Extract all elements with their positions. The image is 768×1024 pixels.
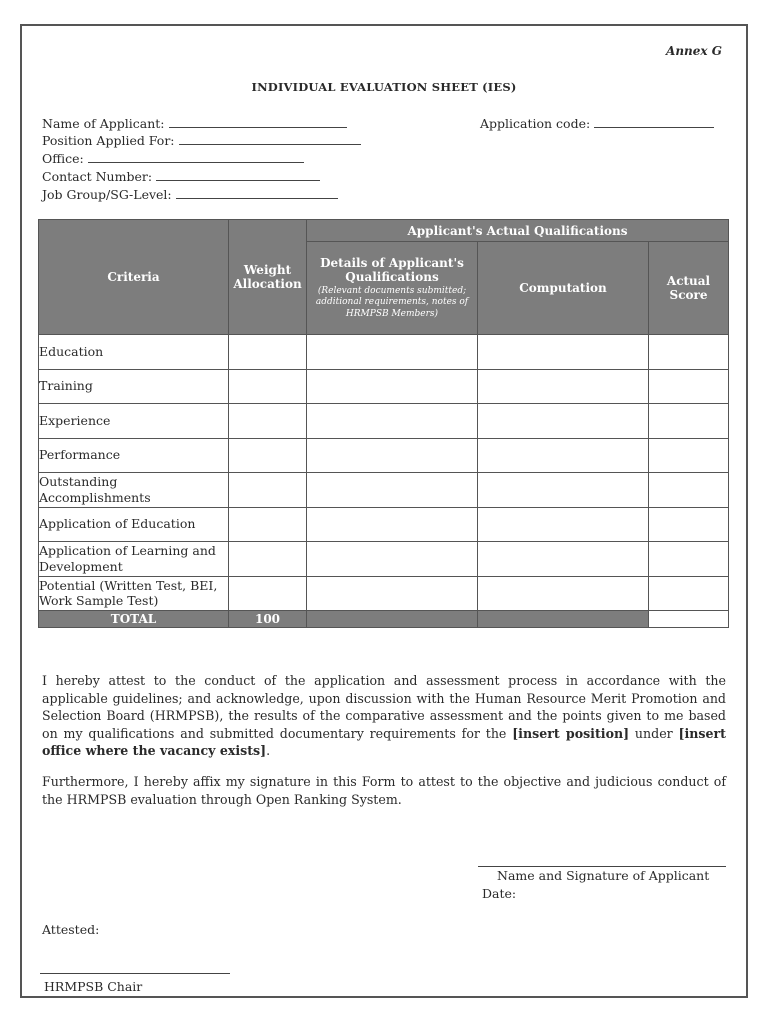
criteria-cell: Performance	[39, 438, 229, 473]
details-cell[interactable]	[307, 542, 478, 577]
criteria-cell: Application of Education	[39, 507, 229, 542]
col-details-note: (Relevant documents submitted; additional requirements, notes of HRMPSB Members)	[315, 286, 469, 319]
score-cell[interactable]	[649, 404, 729, 439]
table-row	[39, 542, 729, 577]
position-label: Position Applied For:	[42, 133, 175, 148]
total-weight: 100	[229, 611, 307, 628]
score-cell[interactable]	[649, 335, 729, 370]
computation-cell[interactable]	[478, 369, 649, 404]
score-cell[interactable]	[649, 576, 729, 611]
criteria-cell: Experience	[39, 404, 229, 439]
details-cell[interactable]	[307, 369, 478, 404]
weight-cell[interactable]	[229, 473, 307, 508]
table-row	[39, 438, 729, 473]
computation-cell[interactable]	[478, 473, 649, 508]
computation-cell[interactable]	[478, 335, 649, 370]
col-score-header: Actual Score	[649, 242, 729, 335]
attestation-paragraph	[42, 672, 726, 760]
details-cell[interactable]	[307, 404, 478, 439]
criteria-cell: Outstanding Accomplishments	[39, 473, 229, 508]
weight-cell[interactable]	[229, 576, 307, 611]
score-cell[interactable]	[649, 542, 729, 577]
qualifications-group-header: Applicant's Actual Qualifications	[307, 220, 729, 242]
annex-label: Annex G	[666, 44, 722, 58]
weight-cell[interactable]	[229, 438, 307, 473]
evaluation-table	[38, 219, 729, 628]
table-row	[39, 473, 729, 508]
col-computation-header: Computation	[478, 242, 649, 335]
chair-signature-line	[40, 973, 230, 974]
position-field[interactable]	[42, 133, 361, 148]
application-code-label: Application code:	[480, 116, 591, 131]
attestation-text: I hereby attest to the conduct of the application and assessment process in accordance with the applicable guidelines; and acknowledge, upon discussion with the Human Resource Merit Promotion and Selection Board (HRMPSB), the results of the comparative assessment and the points given to me based on my qualifications and submitted documentary requirements for the	[42, 673, 726, 741]
score-cell[interactable]	[649, 507, 729, 542]
date-label: Date:	[482, 886, 517, 901]
details-cell[interactable]	[307, 576, 478, 611]
job-group-field[interactable]	[42, 187, 338, 202]
contact-line	[156, 170, 320, 181]
col-details-title: Details of Applicant's Qualifications	[320, 256, 464, 285]
criteria-cell: Education	[39, 335, 229, 370]
applicant-signature-line	[478, 866, 726, 867]
total-details-cell	[307, 611, 478, 628]
insert-office-placeholder: [insert office where the vacancy exists]	[42, 725, 726, 758]
job-group-label: Job Group/SG-Level:	[42, 187, 172, 202]
document-title: INDIVIDUAL EVALUATION SHEET (IES)	[251, 80, 517, 94]
furthermore-paragraph: Furthermore, I hereby affix my signature in this Form to attest to the objective and judicious conduct of the HRMPSB evaluation through Open Ranking System.	[42, 774, 726, 807]
total-row	[39, 611, 729, 628]
office-label: Office:	[42, 151, 84, 166]
weight-cell[interactable]	[229, 542, 307, 577]
office-field[interactable]	[42, 151, 304, 166]
applicant-name-label: Name of Applicant:	[42, 116, 165, 131]
criteria-cell: Potential (Written Test, BEI, Work Sample Test)	[39, 576, 229, 611]
criteria-cell: Training	[39, 369, 229, 404]
contact-field[interactable]	[42, 169, 320, 184]
computation-cell[interactable]	[478, 576, 649, 611]
details-cell[interactable]	[307, 507, 478, 542]
weight-cell[interactable]	[229, 369, 307, 404]
table-row	[39, 369, 729, 404]
total-computation-cell	[478, 611, 649, 628]
score-cell[interactable]	[649, 369, 729, 404]
details-cell[interactable]	[307, 473, 478, 508]
office-line	[88, 152, 304, 163]
criteria-cell: Application of Learning and Development	[39, 542, 229, 577]
applicant-signature-label: Name and Signature of Applicant	[497, 868, 710, 883]
table-row	[39, 576, 729, 611]
computation-cell[interactable]	[478, 438, 649, 473]
score-cell[interactable]	[649, 438, 729, 473]
table-row	[39, 335, 729, 370]
computation-cell[interactable]	[478, 542, 649, 577]
score-cell[interactable]	[649, 473, 729, 508]
table-row	[39, 404, 729, 439]
col-details-header	[307, 242, 478, 335]
contact-label: Contact Number:	[42, 169, 153, 184]
details-cell[interactable]	[307, 335, 478, 370]
weight-cell[interactable]	[229, 335, 307, 370]
attestation-period: .	[266, 743, 271, 758]
attested-label: Attested:	[42, 922, 100, 937]
weight-cell[interactable]	[229, 404, 307, 439]
col-weight-header: Weight Allocation	[229, 220, 307, 335]
table-row	[39, 507, 729, 542]
col-criteria-header: Criteria	[39, 220, 229, 335]
application-code-line	[594, 117, 714, 128]
insert-position-placeholder: [insert position]	[512, 725, 630, 741]
total-label: TOTAL	[39, 611, 229, 628]
application-code-field[interactable]	[480, 116, 714, 131]
details-cell[interactable]	[307, 438, 478, 473]
attestation-text-under: under	[629, 725, 679, 741]
job-group-line	[176, 188, 338, 199]
applicant-name-line	[169, 117, 347, 128]
position-line	[179, 134, 361, 145]
weight-cell[interactable]	[229, 507, 307, 542]
computation-cell[interactable]	[478, 404, 649, 439]
hrmpsb-chair-label: HRMPSB Chair	[44, 979, 143, 994]
total-score-cell[interactable]	[649, 611, 729, 628]
applicant-name-field[interactable]	[42, 116, 347, 131]
computation-cell[interactable]	[478, 507, 649, 542]
